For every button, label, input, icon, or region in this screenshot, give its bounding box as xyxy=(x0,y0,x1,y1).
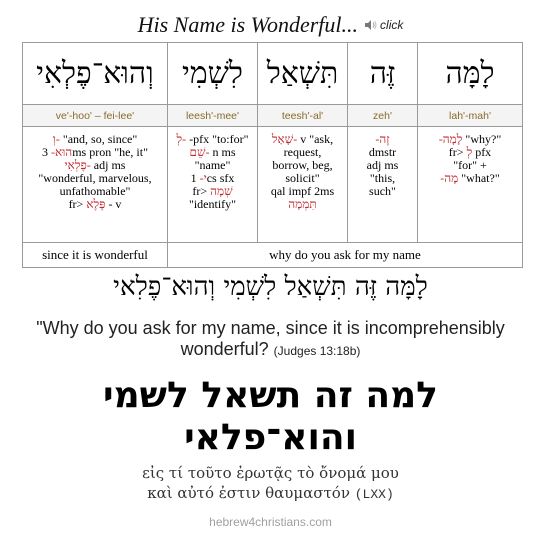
parsing-cell xyxy=(258,127,348,243)
parsing-text: "this, xyxy=(369,171,396,185)
parsing-hebrew: שָׁאַל- xyxy=(271,132,298,146)
verse-greek-line: εἰς τί τοῦτο ἐρωτᾷς τὸ ὄνομά μου xyxy=(142,464,399,482)
from-marker: fr> xyxy=(68,197,87,211)
parsing-text: such" xyxy=(369,184,396,198)
audio-click-label[interactable]: click xyxy=(380,18,404,32)
parsing-line xyxy=(258,198,347,211)
transliteration: leesh'-mee' xyxy=(168,105,258,127)
title-row xyxy=(0,10,541,40)
translation-phrase: since it is wonderful xyxy=(23,243,168,268)
transliteration: ve'-hoo' – fei-lee' xyxy=(23,105,168,127)
parsing-line xyxy=(23,172,167,198)
verse-greek xyxy=(0,463,541,505)
translation-phrase: why do you ask for my name xyxy=(168,243,523,268)
parsing-hebrew: פֶּלֶא xyxy=(86,197,106,211)
hebrew-word: לִשְׁמִי xyxy=(168,43,258,105)
parsing-text: -pfx "to:for" xyxy=(186,132,249,146)
verse-english xyxy=(0,318,541,362)
parsing-row xyxy=(23,127,523,243)
parsing-text: dmstr xyxy=(368,145,397,159)
parsing-hebrew: פֶלְאִי- xyxy=(64,158,91,172)
transliteration-row xyxy=(23,105,523,127)
parsing-text: 1cs sfx xyxy=(190,171,235,185)
verse-hebrew-block-line: למה זה תשאל לשמי xyxy=(103,375,438,416)
parsing-hebrew: שֵׁם- xyxy=(189,145,210,159)
speaker-icon xyxy=(364,19,378,31)
parsing-line xyxy=(348,185,417,198)
from-marker: fr> xyxy=(448,145,467,159)
verse-hebrew-pointed: לָמָּה זֶּה תִּשְׁאַל לִשְׁמִי וְהוּא־פֶלִאי xyxy=(113,272,428,302)
hebrew-word: זֶּה xyxy=(348,43,418,105)
verse-hebrew-block-line: והוא־פלאי xyxy=(184,417,357,458)
parsing-text: request, xyxy=(283,145,322,159)
audio-play-button[interactable] xyxy=(364,18,403,32)
parsing-text: v "ask, xyxy=(297,132,334,146)
parsing-hebrew: י- xyxy=(199,171,207,185)
parsing-cell xyxy=(348,127,418,243)
hebrew-word-row xyxy=(23,43,523,105)
transliteration: lah'-mah' xyxy=(418,105,523,127)
translation-row xyxy=(23,243,523,268)
from-marker: fr> xyxy=(192,184,211,198)
parsing-text: "why?" xyxy=(462,132,502,146)
parsing-cell xyxy=(418,127,523,243)
hebrew-word: תִּשְׁאַל xyxy=(258,43,348,105)
parsing-cell xyxy=(23,127,168,243)
transliteration: zeh' xyxy=(348,105,418,127)
parsing-line xyxy=(168,198,257,211)
parsing-hebrew: לְ- xyxy=(176,132,187,146)
verse-greek-line-2 xyxy=(0,483,541,505)
parsing-hebrew: -מָה xyxy=(440,171,459,185)
parsing-hebrew: הוּא- xyxy=(51,145,73,159)
parsing-text: pfx xyxy=(472,145,492,159)
parsing-hebrew: -זֶה xyxy=(375,132,390,146)
parsing-text: borrow, beg, xyxy=(272,158,333,172)
parsing-text: "and, so, since" xyxy=(59,132,138,146)
hebrew-word: לָמָּה xyxy=(418,43,523,105)
parsing-hebrew: לְ xyxy=(466,145,473,159)
hebrew-word: וְהוּא־פֶלְאִי xyxy=(23,43,168,105)
parsing-hebrew: תִּמְמָה xyxy=(288,197,317,211)
site-footer: hebrew4christians.com xyxy=(209,515,332,529)
parsing-text: adj ms xyxy=(366,158,399,172)
parsing-text: 3ms pron "he, it" xyxy=(42,145,148,159)
verse-english-text: "Why do you ask for my name, since it is incomprehensibly wonderful? xyxy=(36,318,505,359)
page-title: His Name is Wonderful... xyxy=(137,12,359,37)
verse-hebrew-block xyxy=(0,375,541,459)
parsing-text: "wonderful, marvelous, unfathomable" xyxy=(38,171,152,198)
parsing-text: solicit" xyxy=(285,171,320,185)
parsing-hebrew: וְ- xyxy=(52,132,60,146)
parsing-text: n ms xyxy=(209,145,236,159)
parsing-hebrew: שְׁמָה xyxy=(210,184,233,198)
gloss-table xyxy=(22,42,523,268)
parsing-hebrew: -לָמָה xyxy=(438,132,463,146)
greek-source: (LXX) xyxy=(354,487,394,502)
parsing-cell xyxy=(168,127,258,243)
parsing-text: "what?" xyxy=(458,171,500,185)
parsing-text: "name" xyxy=(194,158,231,172)
verse-greek-text: καὶ αὐτό ἐστιν θαυμαστόν xyxy=(147,484,350,502)
parsing-text: qal impf 2ms xyxy=(270,184,335,198)
parsing-line xyxy=(418,172,522,185)
parsing-text: "for" + xyxy=(453,158,487,172)
parsing-line xyxy=(23,198,167,211)
verse-reference: (Judges 13:18b) xyxy=(273,344,361,358)
transliteration: teesh'-al' xyxy=(258,105,348,127)
parsing-text: adj ms xyxy=(90,158,126,172)
parsing-text: - v xyxy=(105,197,122,211)
parsing-text: "identify" xyxy=(188,197,237,211)
